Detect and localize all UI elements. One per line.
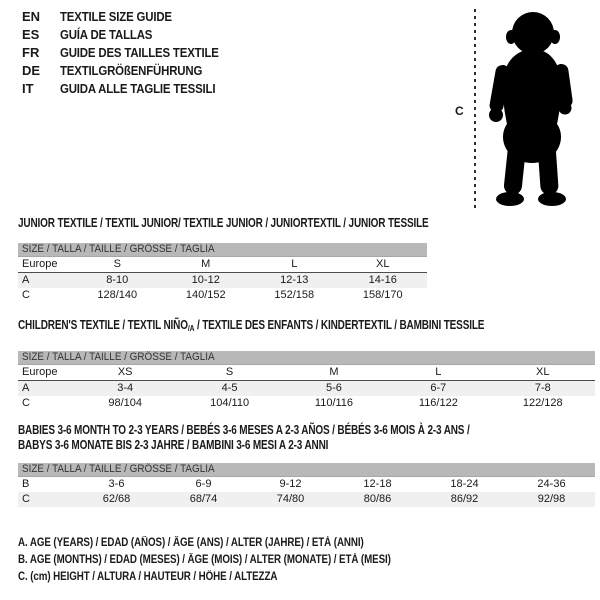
value-cell: 10-12 [162, 273, 251, 289]
value-cell: 6-7 [386, 381, 490, 397]
row-label-cell: A [18, 273, 73, 289]
language-title: TEXTILGRÖßENFÜHRUNG [60, 63, 203, 78]
row-label-cell: C [22, 289, 30, 301]
value-cell: 110/116 [314, 397, 354, 409]
value-cell: XL [339, 257, 428, 273]
language-code: IT [22, 81, 34, 96]
size-table [18, 463, 595, 507]
value-cell: XS [73, 365, 177, 381]
row-label-cell: C [18, 492, 73, 507]
size-table [18, 243, 427, 303]
table-body [18, 243, 427, 303]
legend-line [18, 535, 457, 552]
value-cell: S [177, 365, 281, 381]
value-cell: 9-12 [279, 478, 302, 490]
value-cell: L [386, 365, 490, 381]
size-header-text: SIZE / TALLA / TAILLE / GRÖSSE / TAGLIA [22, 463, 215, 475]
value-cell: M [162, 257, 251, 273]
value-cell: 7-8 [491, 381, 595, 397]
table-title-line [18, 318, 595, 336]
value-cell: 116/122 [418, 397, 458, 409]
row-label-cell: A [18, 381, 73, 397]
table-title-line [18, 438, 595, 453]
value-cell: 24-36 [537, 478, 566, 490]
baby-foot-right [538, 192, 566, 206]
size-header-text: SIZE / TALLA / TAILLE / GRÖSSE / TAGLIA [22, 243, 215, 255]
children-textile-section [18, 318, 595, 411]
value-cell: 152/158 [274, 289, 315, 301]
size-header-cell [18, 463, 595, 477]
table-title [18, 216, 427, 231]
babies-textile-section [18, 423, 595, 507]
value-cell: 128/140 [97, 289, 138, 301]
table-title-line [18, 423, 595, 438]
baby-ear-left [506, 30, 516, 44]
language-title: TEXTILE SIZE GUIDE [60, 9, 172, 24]
value-cell: 3-6 [108, 478, 125, 490]
value-cell: 6-9 [195, 478, 212, 490]
legend-text: C. (cm) HEIGHT / ALTURA / HAUTEUR / HÖHE / ALTEZZA [18, 571, 278, 583]
language-code: ES [22, 27, 40, 42]
height-dashed-line [474, 9, 476, 209]
value-cell: 68/74 [160, 492, 247, 507]
value-cell: 92/98 [508, 492, 595, 507]
table-row [18, 273, 427, 289]
value-cell: 62/68 [73, 492, 160, 507]
value-cell: S [73, 257, 162, 273]
row-label-cell: Europe [18, 257, 73, 273]
language-row [22, 80, 240, 98]
table-row [18, 477, 595, 493]
language-title: GUIDE DES TAILLES TEXTILE [60, 45, 219, 60]
title-subscript: /A [187, 323, 195, 333]
legend-text: B. AGE (MONTHS) / EDAD (MESES) / ÂGE (MOIS) / ALTER (MONATE) / ETÀ (MESI) [18, 554, 391, 566]
size-header-row [18, 243, 427, 257]
size-header-row [18, 351, 595, 365]
value-cell: 3-4 [73, 381, 177, 397]
baby-foot-left [496, 192, 524, 206]
title-segment: / TEXTILE DES ENFANTS / KINDERTEXTIL / BAMBINI TESSILE [194, 318, 485, 332]
value-cell: 14-16 [339, 273, 428, 289]
table-title [18, 318, 595, 336]
value-cell: 12-18 [363, 478, 392, 490]
value-cell: 74/80 [247, 492, 334, 507]
table-title [18, 423, 595, 453]
baby-figure [455, 6, 587, 212]
title-segment: JUNIOR TEXTILE / TEXTIL JUNIOR/ TEXTILE JUNIOR / JUNIORTEXTIL / JUNIOR TESSILE [18, 216, 429, 230]
value-cell: 140/152 [185, 289, 226, 301]
legend-text: A. AGE (YEARS) / EDAD (AÑOS) / ÂGE (ANS) / ALTER (JAHRE) / ETÀ (ANNI) [18, 537, 364, 549]
table-row [18, 492, 595, 507]
title-segment: CHILDREN'S TEXTILE / TEXTIL NIÑO [18, 318, 188, 332]
language-code: EN [22, 9, 41, 24]
value-cell: 5-6 [282, 381, 386, 397]
language-row [22, 8, 240, 26]
legend-line [18, 552, 457, 569]
measure-legend [18, 535, 457, 586]
language-row [22, 62, 240, 80]
row-label-cell: C [22, 397, 30, 409]
language-title: GUÍA DE TALLAS [60, 27, 153, 42]
title-segment: BABYS 3-6 MONATE BIS 2-3 JAHRE / BAMBINI 3-6 MESI A 2-3 ANNI [18, 438, 329, 452]
value-cell: 4-5 [177, 381, 281, 397]
table-row [18, 396, 595, 411]
value-cell: 122/128 [522, 397, 563, 409]
table-title-text [18, 318, 484, 336]
value-cell: L [250, 257, 339, 273]
size-header-row [18, 463, 595, 477]
value-cell: 98/104 [108, 397, 143, 409]
table-row [18, 288, 427, 303]
table-row [18, 257, 427, 273]
table-title-text [18, 438, 328, 453]
language-row [22, 26, 240, 44]
size-header-cell [18, 351, 595, 365]
value-cell: 18-24 [450, 478, 479, 490]
language-row [22, 44, 240, 62]
row-label-cell: Europe [18, 365, 73, 381]
row-label-cell: B [22, 478, 30, 490]
table-row [18, 365, 595, 381]
baby-ear-right [550, 30, 560, 44]
value-cell: 158/170 [362, 289, 403, 301]
junior-textile-section [18, 216, 427, 303]
baby-silhouette-icon [482, 8, 582, 210]
table-row [18, 381, 595, 397]
baby-head [512, 12, 554, 54]
value-cell: XL [491, 365, 595, 381]
language-code: FR [22, 45, 40, 60]
baby-hand-left [489, 108, 503, 122]
size-header-text: SIZE / TALLA / TAILLE / GRÖSSE / TAGLIA [22, 351, 215, 363]
table-body [18, 351, 595, 411]
legend-line [18, 569, 457, 586]
table-title-text [18, 216, 429, 231]
size-table [18, 351, 595, 411]
value-cell: 86/92 [421, 492, 508, 507]
value-cell: 8-10 [73, 273, 162, 289]
value-cell: 80/86 [334, 492, 421, 507]
size-header-cell [18, 243, 427, 257]
table-title-line [18, 216, 427, 231]
value-cell: 104/110 [210, 397, 250, 409]
height-measure-label: C [455, 104, 464, 118]
value-cell: 12-13 [250, 273, 339, 289]
title-segment: BABIES 3-6 MONTH TO 2-3 YEARS / BEBÉS 3-6 MESES A 2-3 AÑOS / BÉBÉS 3-6 MOIS À 2-3 ANS / [18, 423, 470, 437]
table-body [18, 463, 595, 507]
language-code: DE [22, 63, 41, 78]
value-cell: M [282, 365, 386, 381]
baby-hand-right [559, 102, 572, 115]
table-title-text [18, 423, 470, 438]
language-list [22, 8, 240, 98]
language-title: GUIDA ALLE TAGLIE TESSILI [60, 81, 216, 96]
